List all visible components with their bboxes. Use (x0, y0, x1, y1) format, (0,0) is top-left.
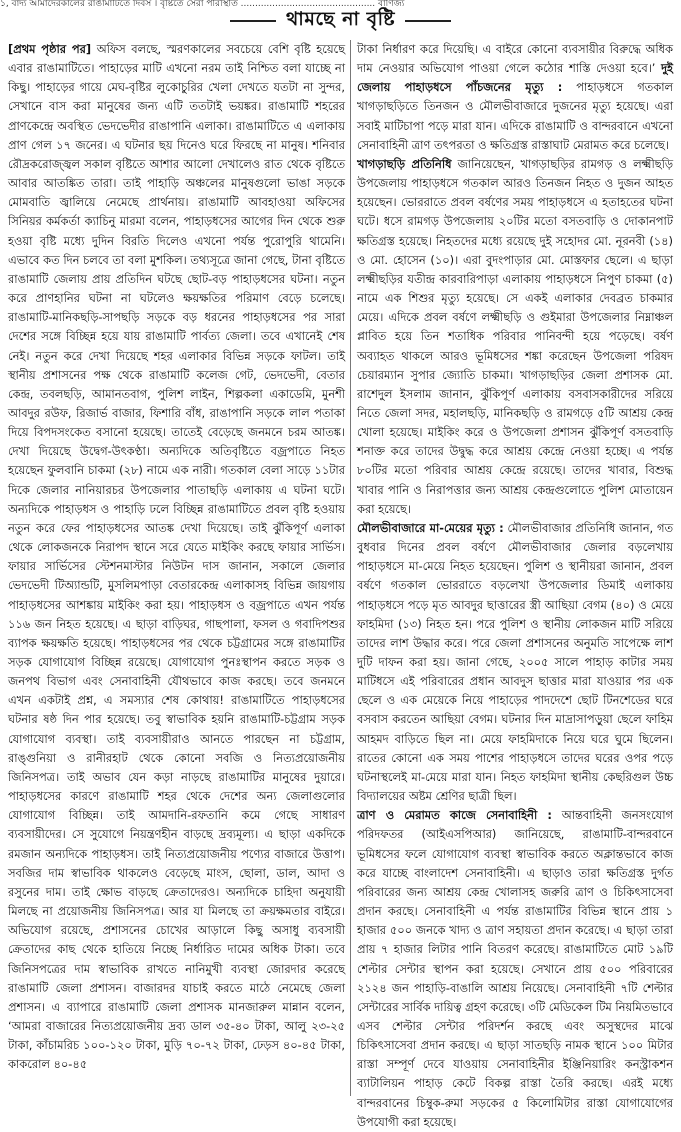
column-divider (350, 40, 351, 1096)
right-para-1b-text: পাহাড়ধসে গতকাল খাগড়াছড়িতে তিনজন ও মৌলভীবাজারে দুজনের মৃত্যু হয়েছে। এরা সবাই মাটিচাপা পড়ে মারা যান। এদিকে রাঙামাটি ও বান্দরবানে এখনো সেনাবাহিনী ত্রাণ তৎপরতা ও ক্ষতিগ্রস্ত রাস্তাঘাট মেরামত করে চলেছে। (357, 80, 673, 152)
right-para-1 (357, 40, 673, 155)
right-column (357, 40, 674, 1129)
right-para-4 (357, 806, 673, 1132)
headline-rule-right (405, 20, 451, 22)
headline: থামছে না বৃষ্টি (286, 8, 395, 30)
right-para-1-text: টাকা নির্ধারণ করে দিয়েছি। এ বাইরে কোনো ব্যবসায়ীর বিরুদ্ধে অধিক দাম নেওয়ার অভিযোগ পাওয়া গেলে কঠোর শাস্তি দেওয়া হবে।’ (357, 42, 673, 76)
subhead-khagrachari: খাগড়াছড়ি প্রতিনিধি (357, 156, 452, 171)
right-para-4-text: আন্তবাহিনী জনসংযোগ পরিদফতর (আইএসপিআর) জানিয়েছে, রাঙামাটি-বান্দরবানে ভূমিধসের ফলে যোগাযোগ ব্যবস্থা স্বাভাবিক করতে অক্লান্তভাবে কাজ করে যাচ্ছে বাংলাদেশ সেনাবাহিনী। এ ছাড়াও তারা ক্ষতিগ্রস্ত দুর্গত পরিবারের জন্য আশ্রয় কেন্দ্র খোলাসহ জরুরি ত্রাণ ও চিকিৎসাসেবা প্রদান করছে। সেনাবাহিনী এ পর্যন্ত রাঙামাটির বিভিন্ন স্থানে প্রায় ১ হাজার ৫০০ জনকে খাদ্য ও ত্রাণ সহায়তা প্রদান করেছে। এ ছাড়া তারা প্রায় ৭ হাজার লিটার পানি বিতরণ করেছে। রাঙামাটিতে মোট ১৯টি শেল্টার সেন্টার স্থাপন করা হয়েছে। সেখানে প্রায় ৫০০ পরিবারের ২১২৪ জন পাহাড়ি-বাঙালি আশ্রয় নিয়েছে। সেনাবাহিনী ৭টি শেল্টার সেন্টারের সার্বিক দায়িত্ব গ্রহণ করেছে। ৩টি মেডিকেল টিম নিয়মিতভাবে এসব শেল্টার সেন্টার পরিদর্শন করছে এবং অসুস্থদের মাঝে চিকিৎসাসেবা প্রদান করছে। এ ছাড়া সাতছড়ি নামক স্থানে ১০০ মিটার রাস্তা সম্পূর্ণ দেবে যাওয়ায় সেনাবাহিনীর ইঞ্জিনিয়ারিং কনস্ট্রাকশন ব্যাটালিয়ন পাহাড় কেটে বিকল্প রাস্তা তৈরি করছে। এরই মধ্যে বান্দরবানের চিম্বুক-রুমা সড়কের ৫ কিলোমিটার রাস্তা যোগাযোগের উপযোগী করা হয়েছে। (357, 808, 673, 1129)
subhead-moulvibazar: মৌলভীবাজারে মা-মেয়ের মৃত্যু : (357, 520, 504, 535)
subhead-army: ত্রাণ ও মেরামত কাজে সেনাবাহিনী : (357, 808, 552, 823)
right-para-3-text: মৌলভীবাজার প্রতিনিধি জানান, গত বুধবার দিনের প্রবল বর্ষণে মৌলভীবাজার জেলার বড়লেখায় পাহাড়ধসে মা-মেয়ে নিহত হয়েছেন। পুলিশ ও স্থানীয়রা জানান, প্রবল বর্ষণে গতকাল ভোররাতে বড়লেখা উপজেলার ডিমাই এলাকায় পাহাড়ধসে পড়ে মৃত আবদুর ছাত্তারের স্ত্রী আছিয়া বেগম (৪০) ও মেয়ে ফাহমিদা (১৩) নিহত হন। পরে পুলিশ ও স্থানীয় লোকজন মাটি সরিয়ে তাদের লাশ উদ্ধার করে। পরে জেলা প্রশাসনের অনুমতি সাপেক্ষে লাশ দুটি দাফন করা হয়। জানা গেছে, ২০০৫ সালে পাহাড় কাটার সময় মাটিধসে এই পরিবারের প্রধান আবদুস ছাত্তার মারা যাওয়ার পর এক ছেলে ও এক মেয়েকে নিয়ে পাহাড়ের পাদদেশে ছোট টিনশেডের ঘরে বসবাস করতেন আছিয়া বেগম। ঘটনার দিন মাদ্রাসাপড়ুয়া ছেলে ফাহিম আহমদ বাড়িতে ছিল না। মেয়ে ফাহমিদাকে নিয়ে ঘরে ঘুমে ছিলেন। রাতের কোনো এক সময় পাশের পাহাড়ধসে তাদের ঘরের ওপর পড়ে ঘটনাস্থলেই মা-মেয়ে মারা যান। নিহত ফাহমিদা স্থানীয় কেছরিগুল উচ্চ বিদ্যালয়ের অষ্টম শ্রেণির ছাত্রী ছিল। (357, 520, 673, 804)
right-para-2-text: জানিয়েছেন, খাগড়াছড়ির রামগড় ও লক্ষ্মীছড়ি উপজেলায় পাহাড়ধসে গতকাল আরও তিনজন নিহত ও দুজন আহত হয়েছেন। ভোররাতে প্রবল বর্ষণের সময় পাহাড়ধসে এ হতাহতের ঘটনা ঘটে। ধসে রামগড় উপজেলায় ২০টির মতো বসতবাড়ি ও দোকানপাট ক্ষতিগ্রস্ত হয়েছে। নিহতদের মধ্যে রয়েছে দুই সহোদর মো. নূরনবী (১৪) ও মো. হোসেন (১০)। এরা বুদংপাড়ার মো. মোস্তফার ছেলে। এ ছাড়া লক্ষ্মীছড়ির যতীন্দ্র কারবারিপাড়া এলাকায় পাহাড়ধসে নিপুণ চাকমা (৫) নামে এক শিশুর মৃত্যু হয়েছে। সে একই এলাকার দেবব্রত চাকমার মেয়ে। এদিকে প্রবল বর্ষণে লক্ষ্মীছড়ি ও গুইমারা উপজেলার নিম্নাঞ্চল প্লাবিত হয়ে তিন শতাধিক পরিবার পানিবন্দী হয়ে পড়েছে। বর্ষণ অব্যাহত থাকলে আরও ভূমিধসের শঙ্কা করেছেন উপজেলা পরিষদ চেয়ারম্যান সুপার জ্যোতি চাকমা। খাগড়াছড়ির জেলা প্রশাসক মো. রাশেদুল ইসলাম জানান, ঝুঁকিপূর্ণ এলাকায় বসবাসকারীদের সরিয়ে নিতে জেলা সদর, মহালছড়ি, মানিকছড়ি ও রামগড়ে ৫টি আশ্রয় কেন্দ্র খোলা হয়েছে। মাইকিং করে ও উপজেলা প্রশাসন ঝুঁকিপূর্ণ বসতবাড়ি শনাক্ত করে তাদের উদ্বুদ্ধ করে আশ্রয় কেন্দ্রে নেওয়া হচ্ছে। এ পর্যন্ত ৮০টির মতো পরিবার আশ্রয় কেন্দ্রে রয়েছে। তাদের খাবার, বিশুদ্ধ খাবার পানি ও নিরাপত্তার জন্য আশ্রয় কেন্দ্রগুলোতে পুলিশ মোতায়েন করা হয়েছে। (357, 156, 674, 516)
right-para-2 (357, 155, 673, 519)
headline-rule-left (230, 20, 276, 22)
previous-article-strip: ১, বাদ্য আমাদেরকালের রাঙামাটিতে দিবস । বৃষ্টিতে সেরা পরিস্থিতি ............................................... বাণিজ্য (0, 0, 405, 9)
left-column-text: অফিস বলছে, স্মরণকালের সবচেয়ে বেশি বৃষ্টি হয়েছে এবার রাঙামাটিতে। পাহাড়ের মাটি এখনো নরম তাই নিশ্চিত বলা যাচ্ছে না কিছু। পাহাড়ের গায়ে মেঘ-বৃষ্টির লুকোচুরির খেলা দেখতে যতটা না সুন্দর, সেখানে বাস করা মানুষের জন্য এটি ততটাই ভয়ঙ্কর। রাঙামাটি শহরের প্রাণকেন্দ্রে অবস্থিত ভেদভেদীর রাঙাপানি এলাকা। রাঙামাটিতে এ এলাকায় প্রাণ গেল ১৭ জনের। এ ঘটনার ছয় দিনেও ঘরে ফিরছে না মানুষ। শনিবার রৌদ্রকরোজ্জ্বল সকাল বৃষ্টিতে আশার আলো দেখালেও রাত থেকে বৃষ্টিতে আবার আতঙ্কিত তারা। তাই পাহাড়ি অঞ্চলের মানুষগুলো ভাঙা সড়কে মোমবাতি জ্বালিয়ে নেমেছে প্রার্থনায়। রাঙামাটি আবহাওয়া অফিসের সিনিয়র কর্মকর্তা ক্যাচিনু মারমা বলেন, পাহাড়ধসের আগের দিন থেকে শুরু হওয়া বৃষ্টি মধ্যে দুদিন বিরতি দিলেও এখনো পর্যন্ত পুরোপুরি থামেনি। এভাবে কত দিন চলবে তা বলা মুশকিল। তথ্যসূত্রে জানা গেছে, টানা বৃষ্টিতে রাঙামাটি জেলায় প্রায় প্রতিদিন ঘটছে ছোট-বড় পাহাড়ধসের ঘটনা। নতুন করে প্রাণহানির ঘটনা না ঘটলেও ক্ষয়ক্ষতির পরিমাণ বেড়ে চলেছে। রাঙামাটি-মানিকছড়ি-সাপছড়ি সড়কে বড় ধরনের পাহাড়ধসের পর সারা দেশের সঙ্গে বিচ্ছিন্ন হয়ে যায় রাঙামাটি পার্বত্য জেলা। তবে এখানেই শেষ নেই। নতুন করে দেখা দিয়েছে শহর এলাকার বিভিন্ন সড়কে ফাটল। তাই স্থানীয় প্রশাসনের পক্ষ থেকে রাঙামাটি কলেজ গেট, ভেদভেদী, বেতার কেন্দ্র, তবলছড়ি, আমানতবাগ, পুলিশ লাইন, শিল্পকলা একাডেমি, মুনশী আবদুর রউফ, রিজার্ভ বাজার, ফিশারি বাঁধ, রাঙাপানি সড়কে লাল পতাকা দিয়ে বিপদসংকেত বসানো হয়েছে। তাতেই বেড়েছে জনমনে চরম আতঙ্ক। দেখা দিয়েছে উদ্বেগ-উৎকণ্ঠা। অন্যদিকে অতিবৃষ্টিতে বজ্রপাতে নিহত হয়েছেন ফুলবানি চাকমা (২৮) নামে এক নারী। গতকাল বেলা সাড়ে ১১টার দিকে জেলার নানিয়ারচর উপজেলার পাতাছড়ি এলাকায় এ ঘটনা ঘটে। অন্যদিকে পাহাড়ধস ও পাহাড়ি ঢলে বিচ্ছিন্ন রাঙামাটিতে প্রবল বৃষ্টি হওয়ায় নতুন করে ফের পাহাড়ধসের আতঙ্ক দেখা দিয়েছে। তাই ঝুঁকিপূর্ণ এলাকা থেকে লোকজনকে নিরাপদ স্থানে সরে যেতে মাইকিং করছে ফায়ার সার্ভিস। ফায়ার সার্ভিসের স্টেশনমাস্টার নিউটন দাস জানান, সকালে জেলার ভেদভেদী টিঅ্যান্ডটি, মুসলিমপাড়া বেতারকেন্দ্র এলাকাসহ বিভিন্ন জায়গায় পাহাড়ধসের আশঙ্কায় মাইকিং করা হয়। পাহাড়ধস ও বজ্রপাতে এখন পর্যন্ত ১১৬ জন নিহত হয়েছে। এ ছাড়া বাড়িঘর, গাছপালা, ফসল ও গবাদিপশুর ব্যাপক ক্ষয়ক্ষতি হয়েছে। পাহাড়ধসের পর থেকে চট্টগ্রামের সঙ্গে রাঙামাটির সড়ক যোগাযোগ বিচ্ছিন্ন রয়েছে। যোগাযোগ পুনঃস্থাপন করতে সড়ক ও জনপথ বিভাগ এবং সেনাবাহিনী যৌথভাবে কাজ করছে। তবে জনমনে এখন একটাই প্রশ্ন, এ সমস্যার শেষ কোথায়! রাঙামাটিতে পাহাড়ধসের ঘটনার ষষ্ঠ দিন পার হয়েছে। তবু স্বাভাবিক হয়নি রাঙামাটি-চট্টগ্রাম সড়ক যোগাযোগ ব্যবস্থা। তাই ব্যবসায়ীরাও আনতে পারছেন না চট্টগ্রাম, রাঙ্গুনিয়া ও রানীরহাট থেকে কোনো সবজি ও নিত্যপ্রয়োজনীয় জিনিসপত্র। তাই অভাব যেন কড়া নাড়ছে রাঙামাটির মানুষের দুয়ারে। পাহাড়ধসের কারণে রাঙামাটি শহর থেকে দেশের অন্য জেলাগুলোর যোগাযোগ বিচ্ছিন্ন। তাই আমদানি-রফতানি কমে গেছে সাধারণ ব্যবসায়ীদের। সে সুযোগে নিয়ন্ত্রণহীন বাড়ছে দ্রব্যমূল্য। এ ছাড়া একদিকে রমজান অন্যদিকে পাহাড়ধস। তাই নিত্যপ্রয়োজনীয় পণ্যের বাজারে উত্তাপ। সবজির দাম স্বাভাবিক থাকলেও বেড়েছে মাংস, ছোলা, ডাল, আদা ও রসুনের দাম। তাই ক্ষোভ বাড়ছে ক্রেতাদেরও। অন্যদিকে চাহিদা অনুযায়ী মিলছে না প্রয়োজনীয় জিনিসপত্র। আর যা মিলছে তা ক্রয়ক্ষমতার বাইরে। অভিযোগ রয়েছে, প্রশাসনের চোখের আড়ালে কিছু অসাধু ব্যবসায়ী ক্রেতাদের কাছ থেকে হাতিয়ে নিচ্ছে নির্ধারিত দামের অধিক টাকা। তবে জিনিসপত্রের দাম স্বাভাবিক রাখতে নানিমুখী ব্যবস্থা জোরদার করেছে রাঙামাটি জেলা প্রশাসন। বাজারদর যাচাই করতে মাঠে নেমেছে জেলা প্রশাসন। এ ব্যাপারে রাঙামাটি জেলা প্রশাসক মানজারুল মান্নান বলেন, ‘আমরা বাজারের নিত্যপ্রয়োজনীয় দ্রব্য ডাল ৩৫-৪০ টাকা, আলু ২৩-২৫ টাকা, কাঁচামরিচ ১০০-১২০ টাকা, মুড়ি ৭০-৭২ টাকা, ঢেড়স ৪০-৪৫ টাকা, কাকরোল ৪০-৪৫ (8, 42, 346, 1072)
left-column-body (8, 40, 345, 1074)
subhead-two-districts: দুই জেলায় পাহাড়ধসে পাঁচজনের মৃত্যু : (357, 61, 673, 95)
left-column (8, 40, 345, 1096)
right-para-3 (357, 519, 673, 806)
continuation-kicker: [প্রথম পৃষ্ঠার পর] (8, 42, 92, 56)
headline-bar (0, 6, 681, 36)
